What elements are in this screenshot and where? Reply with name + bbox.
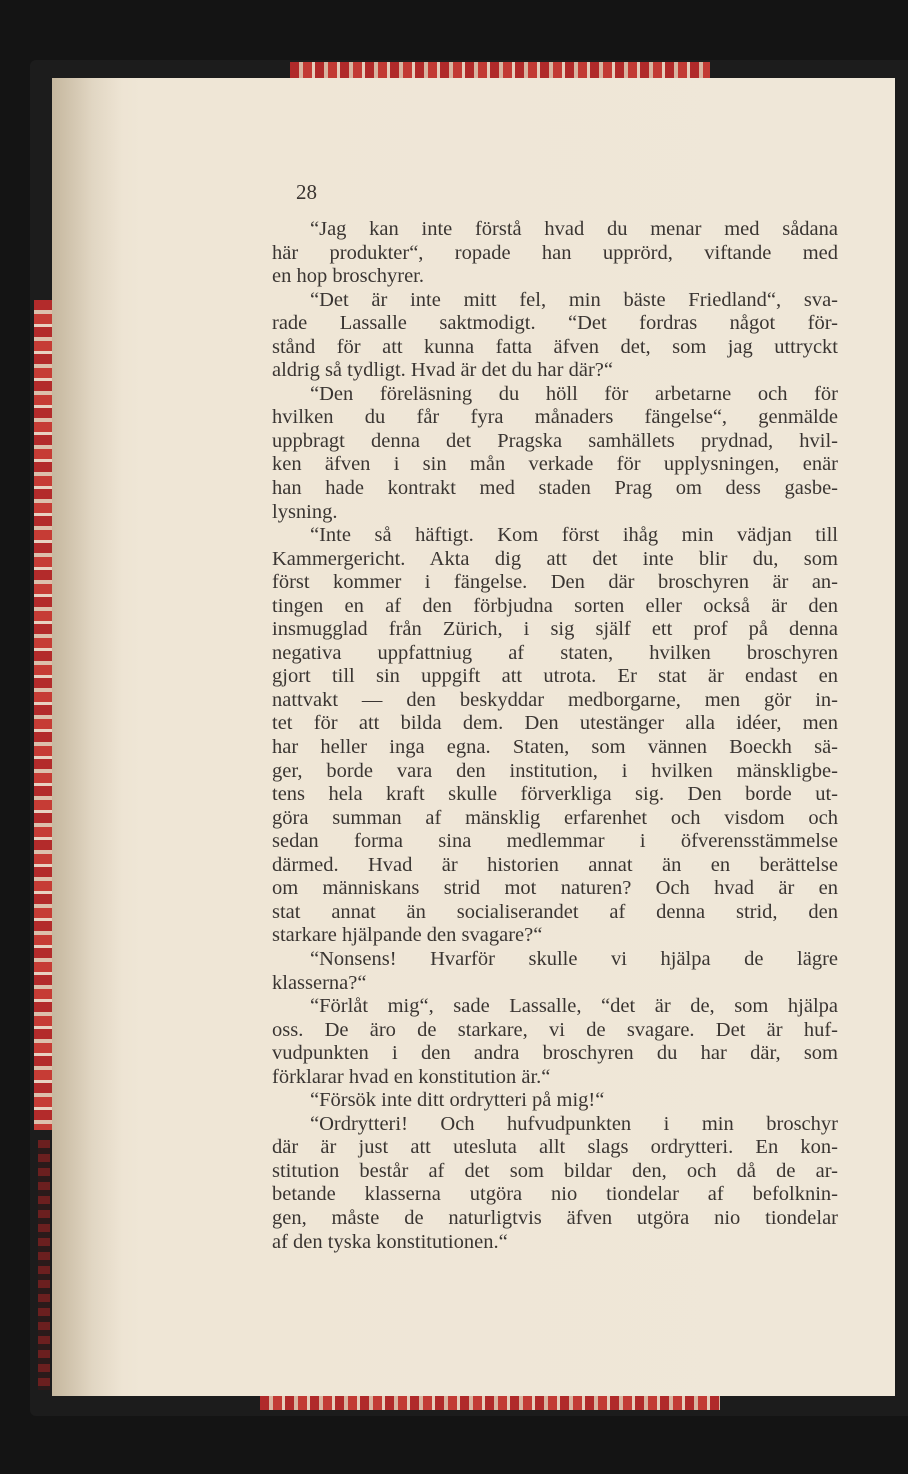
text-line: Kammergericht. Akta dig att det inte blir du, som (272, 547, 838, 570)
text-line: gen, måste de naturligtvis äfven utgöra nio tiondelar (272, 1206, 838, 1229)
text-line: rade Lassalle saktmodigt. “Det fordras något för- (272, 312, 838, 335)
text-line: göra summan af mänsklig erfarenhet och visdom och (272, 806, 838, 829)
page-number: 28 (296, 180, 317, 204)
text-line: aldrig så tydligt. Hvad är det du har där?“ (272, 359, 613, 382)
text-line: om människans strid mot naturen? Och hvad är en (272, 877, 838, 900)
text-line: “Förlåt mig“, sade Lassalle, “det är de, som hjälpa (310, 995, 838, 1018)
text-line: “Inte så häftigt. Kom först ihåg min vädjan till (310, 524, 838, 547)
text-line: klasserna?“ (272, 971, 367, 994)
text-line: “Det är inte mitt fel, min bäste Friedland“, sva- (310, 288, 838, 311)
text-line: nattvakt — den beskyddar medborgarne, men gör in- (272, 688, 838, 711)
text-line: en hop broschyrer. (272, 265, 424, 288)
text-line: först kommer i fängelse. Den där broschyren är an- (272, 571, 838, 594)
text-line: där är just att utesluta allt slags ordrytteri. En kon- (272, 1136, 838, 1159)
text-line: “Ordrytteri! Och hufvudpunkten i min broschyr (310, 1112, 838, 1135)
page-edge-top (290, 62, 710, 78)
text-line: stånd för att kunna fatta äfven det, som jag uttryckt (272, 335, 838, 358)
text-line: tingen en af den förbjudna sorten eller också är den (272, 594, 838, 617)
text-line: stat annat än socialiserandet af denna strid, den (272, 900, 838, 923)
text-line: insmugglad från Zürich, i sig själf ett prof på denna (272, 618, 838, 641)
page-edge-left (34, 300, 52, 1130)
text-line: gjort till sin uppgift att utrota. Er stat är endast en (272, 665, 838, 688)
text-line: “Den föreläsning du höll för arbetarne och för (310, 382, 838, 405)
text-line: ger, borde vara den institution, i hvilken mänskligbe- (272, 759, 838, 782)
binding-edge (38, 1140, 50, 1390)
text-line: sedan forma sina medlemmar i öfverensstämmelse (272, 830, 838, 853)
text-line: tet för att bilda dem. Den utestänger alla idéer, men (272, 712, 838, 735)
text-line: förklarar hvad en konstitution är.“ (272, 1065, 551, 1088)
page-gutter-shadow (52, 78, 122, 1396)
text-line: lysning. (272, 500, 338, 523)
text-line: han hade kontrakt med staden Prag om dess gasbe- (272, 477, 838, 500)
text-line: oss. De äro de starkare, vi de svagare. Det är huf- (272, 1018, 838, 1041)
text-line: af den tyska konstitutionen.“ (272, 1230, 508, 1253)
page-text (272, 218, 838, 1254)
text-line: starkare hjälpande den svagare?“ (272, 924, 543, 947)
text-line: vudpunkten i den andra broschyren du har där, som (272, 1042, 838, 1065)
text-line: betande klasserna utgöra nio tiondelar af befolknin- (272, 1183, 838, 1206)
text-line: negativa uppfattniug af staten, hvilken broschyren (272, 641, 838, 664)
text-line: uppbragt denna det Pragska samhällets prydnad, hvil- (272, 429, 838, 452)
text-line: “Nonsens! Hvarför skulle vi hjälpa de lägre (310, 947, 838, 970)
text-line: tens hela kraft skulle förverkliga sig. Den borde ut- (272, 783, 838, 806)
text-line: “Försök inte ditt ordrytteri på mig!“ (310, 1089, 605, 1112)
page-edge-bottom (260, 1396, 720, 1410)
text-line: “Jag kan inte förstå hvad du menar med sådana (310, 218, 838, 240)
text-line: hvilken du får fyra månaders fängelse“, genmälde (272, 406, 838, 429)
text-line: här produkter“, ropade han upprörd, viftande med (272, 241, 838, 264)
text-line: stitution består af det som bildar den, och då de ar- (272, 1159, 838, 1182)
text-line: därmed. Hvad är historien annat än en berättelse (272, 853, 838, 876)
text-line: ken äfven i sin mån verkade för upplysningen, enär (272, 453, 838, 476)
text-line: har heller inga egna. Staten, som vännen Boeckh sä- (272, 736, 838, 759)
